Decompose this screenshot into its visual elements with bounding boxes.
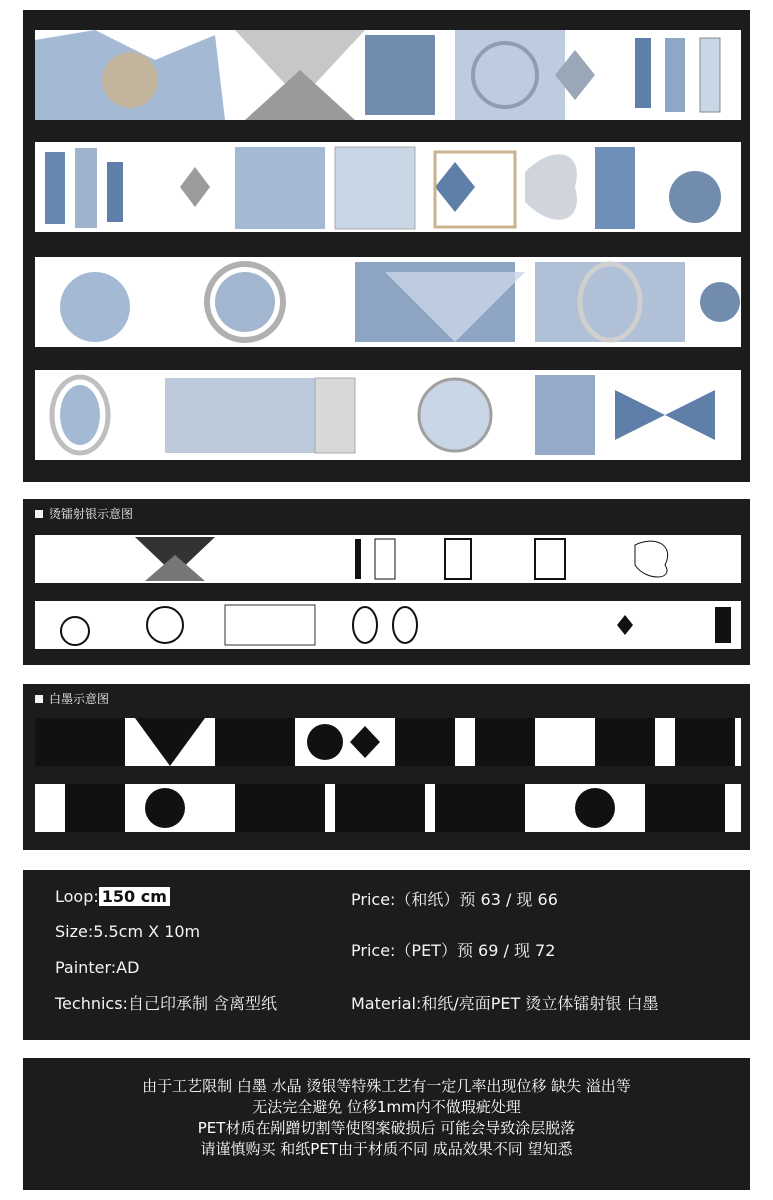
foil-preview-panel — [23, 499, 750, 665]
square-bullet-icon — [35, 510, 43, 518]
white-ink-strip-1 — [35, 718, 741, 766]
tape-art-4 — [35, 370, 741, 460]
spec-panel — [23, 870, 750, 1040]
white-ink-strip-2 — [35, 784, 741, 832]
notice-line: 由于工艺限制 白墨 水晶 烫银等特殊工艺有一定几率出现位移 缺失 溢出等 — [142, 1077, 631, 1095]
white-ink-art-2 — [35, 784, 741, 832]
square-bullet-icon — [35, 695, 43, 703]
white-ink-preview-panel — [23, 684, 750, 850]
technics-spec: Technics:自己印承制 含离型纸 — [55, 994, 278, 1013]
loop-spec — [55, 887, 170, 906]
foil-art-2 — [35, 601, 741, 649]
loop-value: 150 cm — [99, 887, 170, 906]
tape-strip-3 — [35, 257, 741, 347]
foil-strip-1 — [35, 535, 741, 583]
tape-art-1 — [35, 30, 741, 120]
notice-text — [23, 1076, 750, 1160]
foil-strip-2 — [35, 601, 741, 649]
tape-preview-panel — [23, 10, 750, 482]
tape-strip-1 — [35, 30, 741, 120]
loop-label: Loop: — [55, 887, 99, 906]
white-ink-section-label — [35, 690, 109, 707]
white-ink-section-title: 白墨示意图 — [49, 692, 110, 706]
material-spec: Material:和纸/亮面PET 烫立体镭射银 白墨 — [351, 994, 659, 1013]
tape-strip-4 — [35, 370, 741, 460]
painter-spec: Painter:AD — [55, 958, 140, 977]
notice-line: 无法完全避免 位移1mm内不做瑕疵处理 — [252, 1098, 521, 1116]
price-pet-spec: Price:（PET）预 69 / 现 72 — [351, 941, 556, 960]
white-ink-art-1 — [35, 718, 741, 766]
notice-line: 请谨慎购买 和纸PET由于材质不同 成品效果不同 望知悉 — [200, 1140, 573, 1158]
price-washi-spec: Price:（和纸）预 63 / 现 66 — [351, 890, 558, 909]
foil-section-title: 烫镭射银示意图 — [49, 507, 134, 521]
tape-strip-2 — [35, 142, 741, 232]
tape-art-2 — [35, 142, 741, 232]
notice-panel — [23, 1058, 750, 1190]
foil-art-1 — [35, 535, 741, 583]
foil-section-label — [35, 505, 133, 522]
notice-line: PET材质在剐蹭切割等使图案破损后 可能会导致涂层脱落 — [197, 1119, 576, 1137]
tape-art-3 — [35, 257, 741, 347]
size-spec: Size:5.5cm X 10m — [55, 922, 201, 941]
